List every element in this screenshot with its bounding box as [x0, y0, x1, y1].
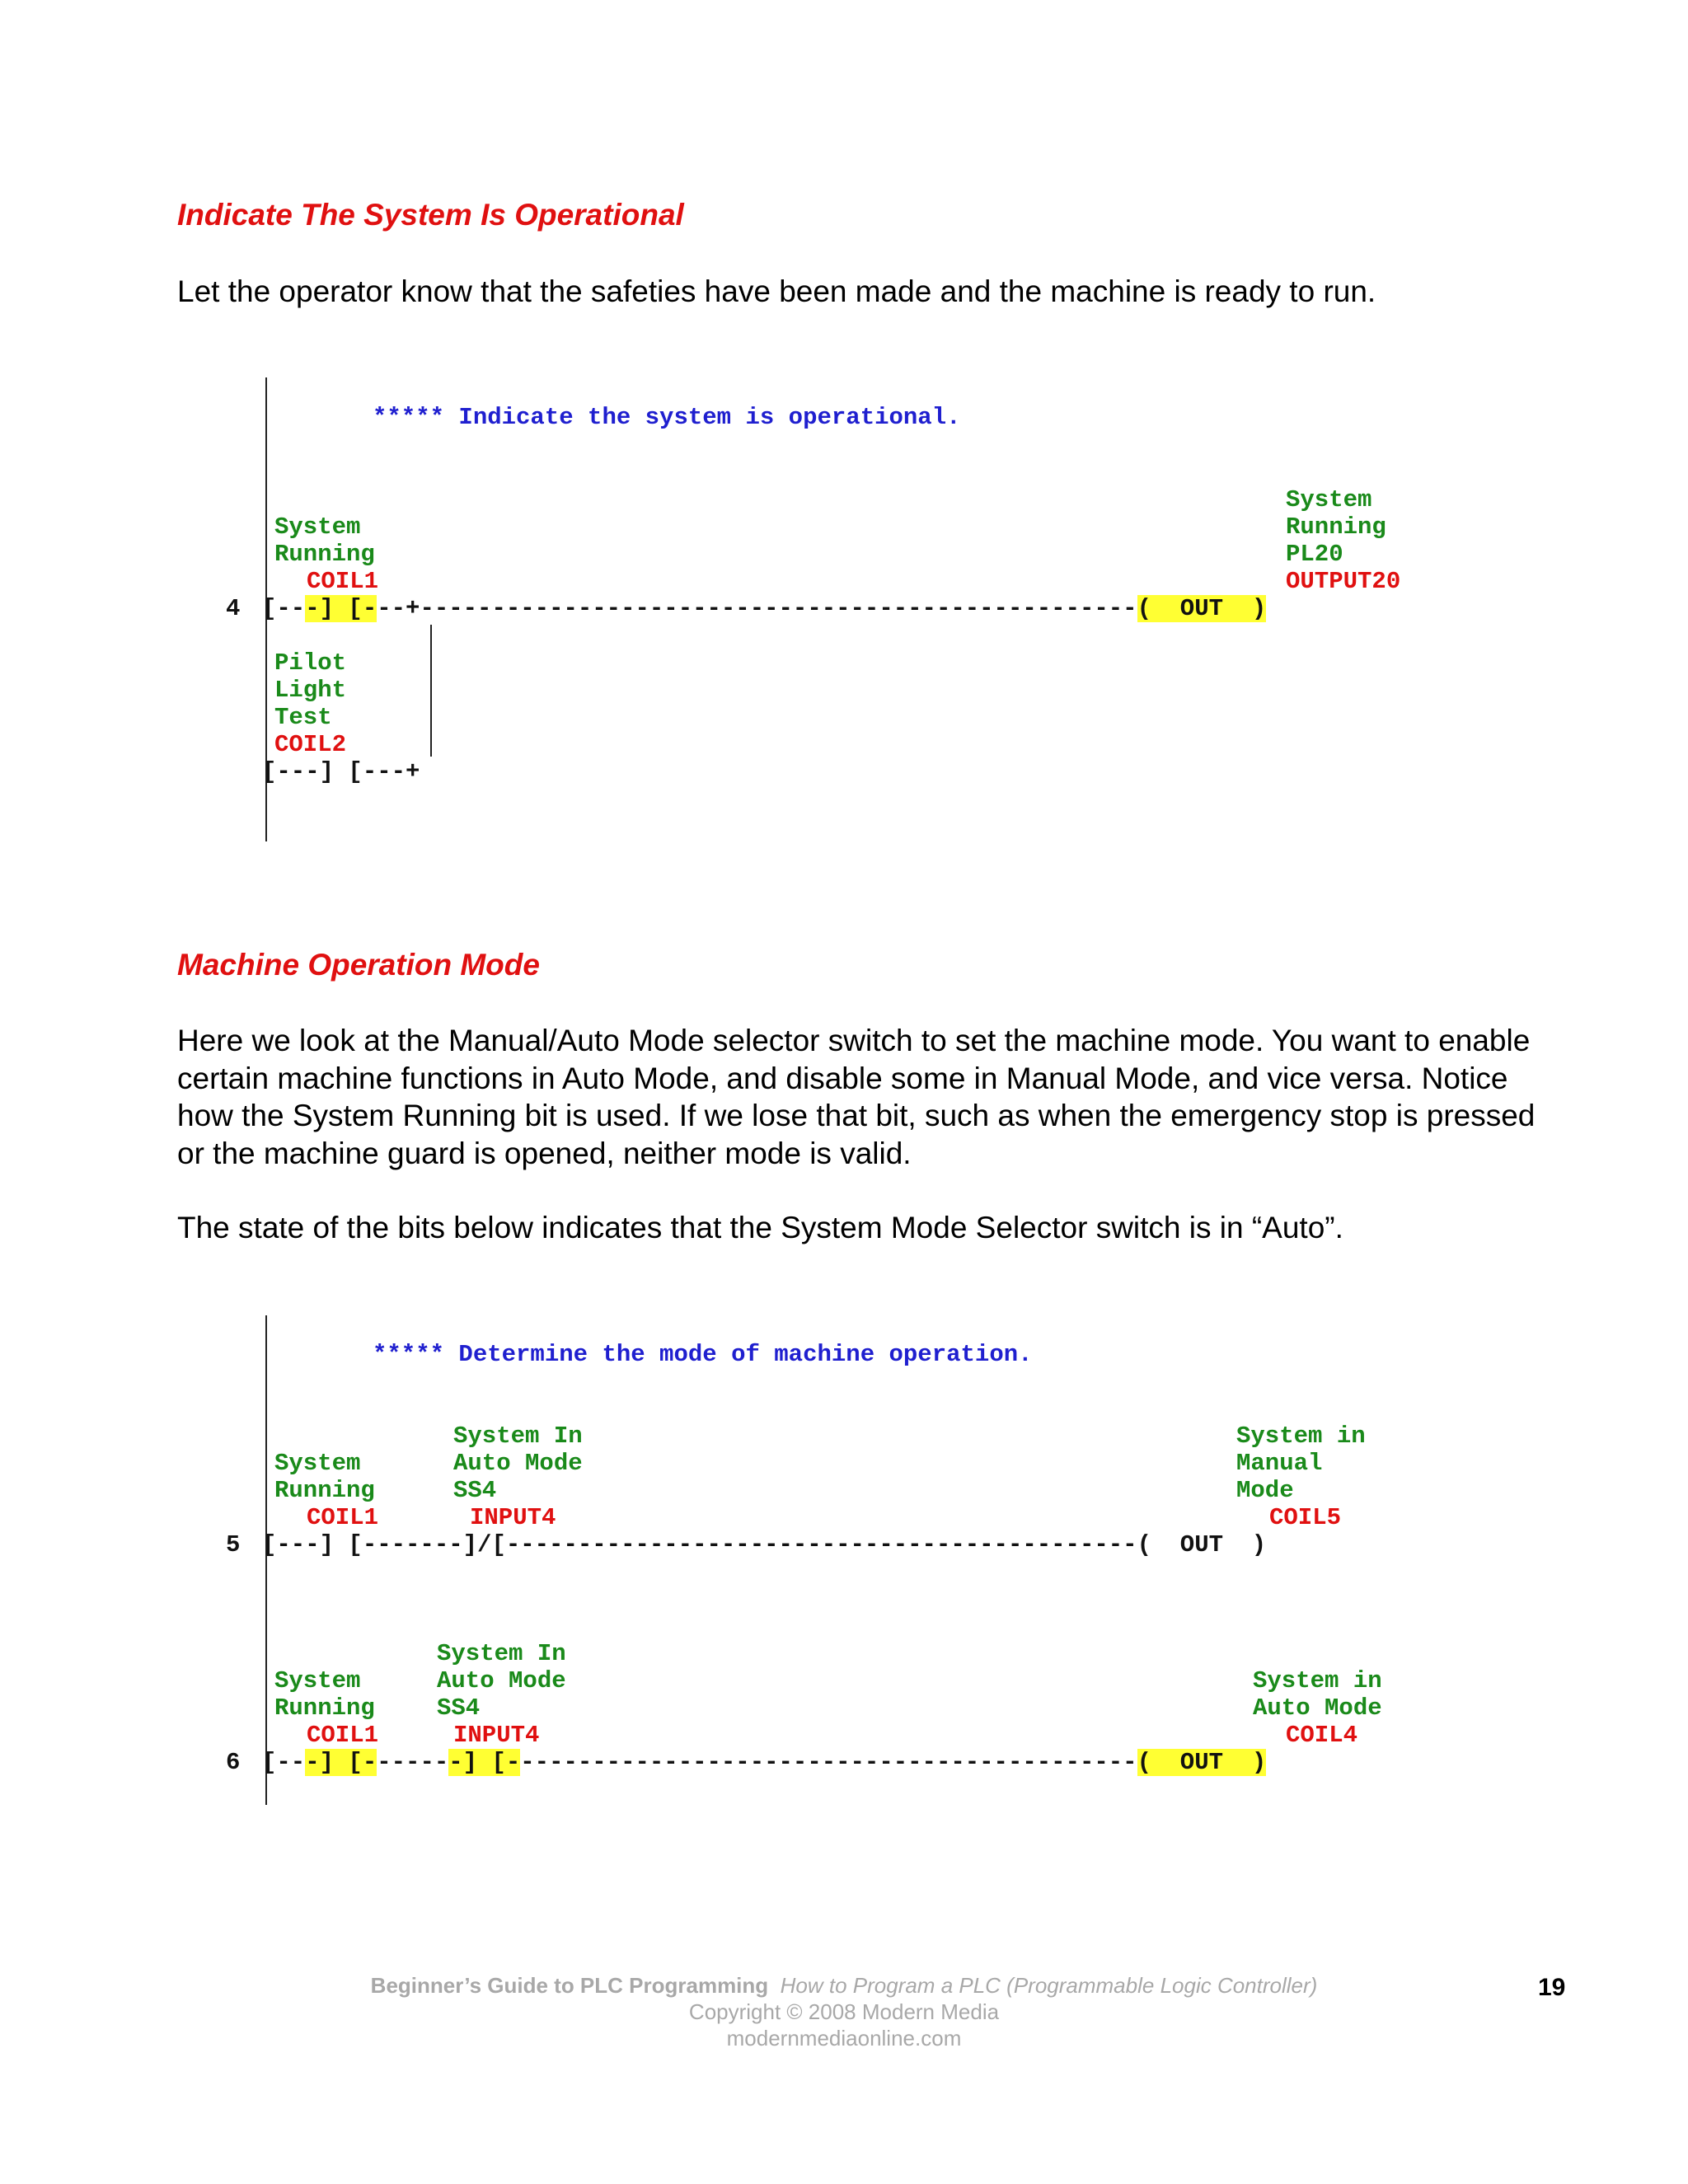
branch-label-2: Light — [274, 677, 347, 704]
branch-address: COIL2 — [274, 731, 347, 758]
wire-5: [---] [-------]/[-------------------------------------------- — [262, 1531, 1137, 1558]
r5-output-label-2: Manual — [1236, 1450, 1323, 1477]
r6-output-label-2: Auto Mode — [1253, 1694, 1382, 1722]
r5-output-label-3: Mode — [1236, 1477, 1294, 1504]
branch-wire: [---] [---+ — [262, 758, 420, 785]
footer-title: Beginner’s Guide to PLC Programming — [370, 1973, 769, 1998]
output-label-3: PL20 — [1286, 541, 1343, 568]
r6-output-label-1: System in — [1253, 1667, 1382, 1694]
r6-contact2-label-1: System In — [437, 1640, 566, 1667]
wire-left: [-- — [262, 595, 306, 622]
rung-comment-5: ***** Determine the mode of machine operation. — [373, 1341, 1033, 1368]
output-label-2: Running — [1286, 513, 1386, 541]
rung-number: 4 — [226, 595, 241, 622]
r5-contact2-address: INPUT4 — [470, 1504, 556, 1531]
rung-comment: ***** Indicate the system is operational. — [373, 404, 961, 431]
rung-number-5: 5 — [226, 1531, 241, 1558]
wire-6c: ----- — [377, 1749, 449, 1776]
branch-label-3: Test — [274, 704, 332, 731]
r5-contact1-label-2: Running — [274, 1477, 375, 1504]
output-coil-5: ( OUT ) — [1137, 1531, 1267, 1558]
r6-contact1-address: COIL1 — [307, 1722, 379, 1749]
r5-contact1-label-1: System — [274, 1450, 361, 1477]
contact-label-1: System — [274, 513, 361, 541]
r5-contact2-label-3: SS4 — [453, 1477, 497, 1504]
paragraph-text-1: Here we look at the Manual/Auto Mode selector switch to set the machine mode. You want to enable certain machine functions in Auto Mode, and disable some in Manual Mode, and vice versa. Notice how the System Running bit is used. If we lose that bit, such as when the emergency stop is pressed or the machine guard is opened, neither mode is valid. — [177, 1024, 1536, 1170]
r6-contact2-label-3: SS4 — [437, 1694, 481, 1722]
contact1-highlight-6: -] [- — [305, 1749, 377, 1776]
wire-6a: [-- — [262, 1749, 306, 1776]
r5-contact1-address: COIL1 — [307, 1504, 379, 1531]
r5-contact2-label-2: Auto Mode — [453, 1450, 583, 1477]
rung-wire — [262, 595, 1266, 622]
output-label-1: System — [1286, 486, 1372, 513]
footer-website: modernmediaonline.com — [726, 2026, 962, 2050]
r5-output-address: COIL5 — [1269, 1504, 1342, 1531]
output-coil-highlight-6: ( OUT ) — [1137, 1749, 1267, 1776]
page-number: 19 — [1538, 1974, 1566, 2001]
contact-label-2: Running — [274, 541, 375, 568]
r6-output-address: COIL4 — [1286, 1722, 1358, 1749]
rung-wire-5 — [262, 1531, 1266, 1558]
section-heading-operation-mode: Machine Operation Mode — [177, 948, 540, 982]
output-address: OUTPUT20 — [1286, 568, 1401, 595]
contact-closed-highlight: -] [- — [305, 595, 377, 622]
r6-contact2-address: INPUT4 — [453, 1722, 540, 1749]
paragraph-text-2: The state of the bits below indicates that the System Mode Selector switch is in “Auto”. — [177, 1211, 1343, 1244]
paragraph-operation-mode — [177, 1022, 1562, 1172]
section-heading-operational: Indicate The System Is Operational — [177, 198, 684, 232]
r6-contact1-label-1: System — [274, 1667, 361, 1694]
contact-address: COIL1 — [307, 568, 379, 595]
paragraph-selector-state — [177, 1209, 1562, 1247]
rung-wire-6 — [262, 1749, 1266, 1776]
r5-output-label-1: System in — [1236, 1422, 1366, 1450]
contact2-highlight-6: -] [- — [448, 1749, 521, 1776]
paragraph-text: Let the operator know that the safeties have been made and the machine is ready to run. — [177, 274, 1376, 308]
footer-subtitle: How to Program a PLC (Programmable Logic Controller) — [780, 1973, 1318, 1998]
page-footer — [0, 1972, 1688, 2051]
r6-contact2-label-2: Auto Mode — [437, 1667, 566, 1694]
wire-6e: ------------------------------------------- — [520, 1749, 1137, 1776]
r5-contact2-label-1: System In — [453, 1422, 583, 1450]
output-coil-highlight: ( OUT ) — [1137, 595, 1267, 622]
paragraph-operational — [177, 273, 1562, 311]
footer-copyright: Copyright © 2008 Modern Media — [688, 1999, 1000, 2024]
left-power-rail-2 — [265, 1315, 267, 1805]
rung-number-6: 6 — [226, 1749, 241, 1776]
r6-contact1-label-2: Running — [274, 1694, 375, 1722]
wire-right: --+-------------------------------------------------- — [377, 595, 1137, 622]
branch-right-rail — [430, 625, 432, 757]
branch-label-1: Pilot — [274, 649, 347, 677]
footer-title-line — [0, 1972, 1688, 1999]
